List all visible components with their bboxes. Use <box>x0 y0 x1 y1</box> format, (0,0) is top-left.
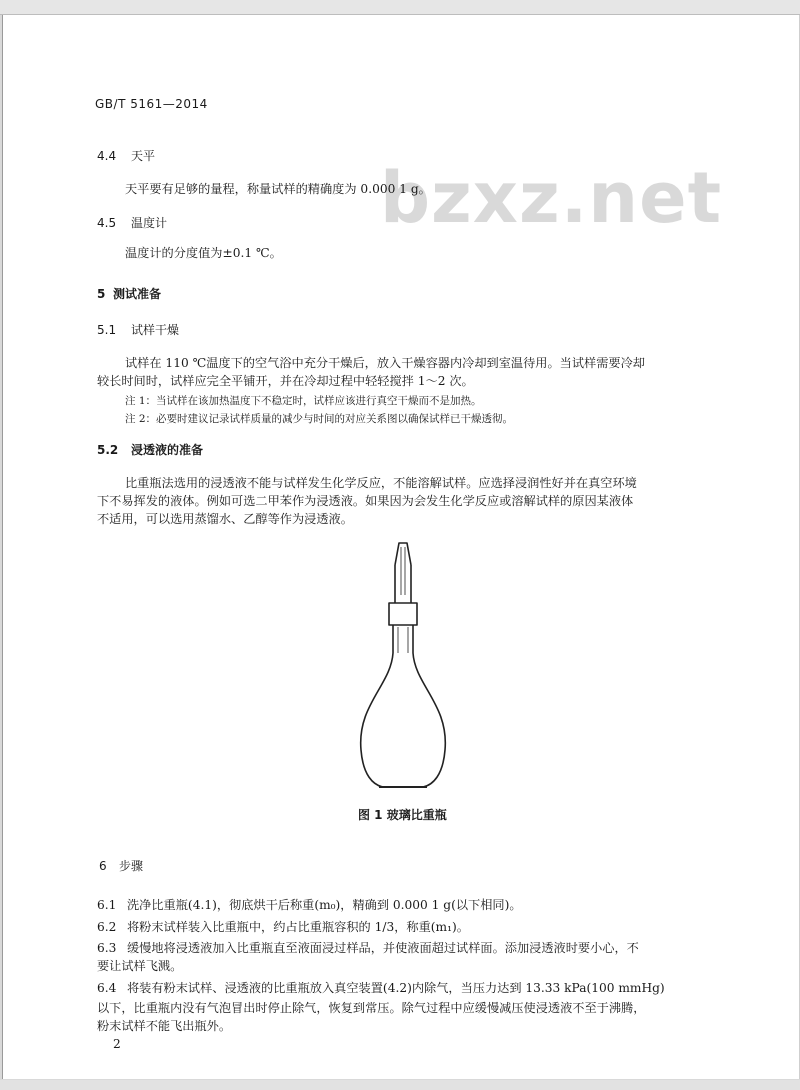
standard-code-header: GB/T 5161—2014 <box>95 97 208 111</box>
section-5-1-title: 试样干燥 <box>131 323 180 337</box>
step-6-4-body-line1: 将装有粉末试样、浸透液的比重瓶放入真空装置(4.2)内除气，当压力达到 13.33 kPa(100 mmHg) <box>127 981 665 995</box>
pycnometer-figure <box>343 535 463 795</box>
section-5-2-body-line2: 下不易挥发的液体。例如可选二甲苯作为浸透液。如果因为会发生化学反应或溶解试样的原因某液体 <box>97 494 634 508</box>
document-page <box>2 15 800 1079</box>
step-6-3-number: 6.3 <box>97 941 117 955</box>
section-5-title: 测试准备 <box>113 287 162 301</box>
section-5-1-body-line2: 较长时间时，试样应完全平铺开，并在冷却过程中轻轻搅拌 1～2 次。 <box>97 374 474 388</box>
section-4-5-number: 4.5 <box>97 216 117 230</box>
section-5-1-note2: 注 2：必要时建议记录试样质量的减少与时间的对应关系图以确保试样已干燥透彻。 <box>125 413 514 425</box>
section-4-5-body: 温度计的分度值为±0.1 ℃。 <box>125 246 282 260</box>
page-number: 2 <box>113 1037 121 1051</box>
step-6-4-body-line2: 以下，比重瓶内没有气泡冒出时停止除气，恢复到常压。除气过程中应缓慢减压使浸透液不至于沸腾， <box>97 1001 646 1015</box>
section-5-2-title: 浸透液的准备 <box>131 443 204 457</box>
section-6-title: 步骤 <box>119 859 144 873</box>
section-4-4-number: 4.4 <box>97 149 117 163</box>
step-6-1-number: 6.1 <box>97 898 117 912</box>
section-5-2-body-line1: 比重瓶法选用的浸透液不能与试样发生化学反应，不能溶解试样。应选择浸润性好并在真空环境 <box>125 476 637 490</box>
figure-caption: 图 1 玻璃比重瓶 <box>358 808 447 822</box>
section-4-5-title: 温度计 <box>131 216 168 230</box>
section-4-4-body: 天平要有足够的量程，称量试样的精确度为 0.000 1 g。 <box>125 182 431 196</box>
section-5-1-note1: 注 1：当试样在该加热温度下不稳定时，试样应该进行真空干燥而不是加热。 <box>125 395 482 407</box>
section-5-1-number: 5.1 <box>97 323 117 337</box>
step-6-3-body-line2: 要让试样飞溅。 <box>97 959 183 973</box>
section-4-4-title: 天平 <box>131 149 156 163</box>
viewer-top-bar <box>0 0 800 15</box>
step-6-2-body: 将粉末试样装入比重瓶中，约占比重瓶容积的 1/3，称重(m₁)。 <box>127 920 469 934</box>
section-5-1-body-line1: 试样在 110 ℃温度下的空气浴中充分干燥后，放入干燥容器内冷却到室温待用。当试样需要冷却 <box>125 356 645 370</box>
section-5-2-number: 5.2 <box>97 443 119 457</box>
step-6-3-body-line1: 缓慢地将浸透液加入比重瓶直至液面浸过样品，并使液面超过试样面。添加浸透液时要小心，不 <box>127 941 639 955</box>
section-5-2-body-line3: 不适用，可以选用蒸馏水、乙醇等作为浸透液。 <box>97 512 353 526</box>
section-5-number: 5 <box>97 287 106 301</box>
step-6-4-number: 6.4 <box>97 981 117 995</box>
step-6-1-body: 洗净比重瓶(4.1)，彻底烘干后称重(m₀)，精确到 0.000 1 g(以下相同)。 <box>127 898 522 912</box>
viewer-bottom-bar <box>0 1080 800 1090</box>
section-6-number: 6 <box>99 859 107 873</box>
step-6-2-number: 6.2 <box>97 920 117 934</box>
step-6-4-body-line3: 粉末试样不能飞出瓶外。 <box>97 1019 232 1033</box>
watermark: bzxz.net <box>379 157 723 239</box>
